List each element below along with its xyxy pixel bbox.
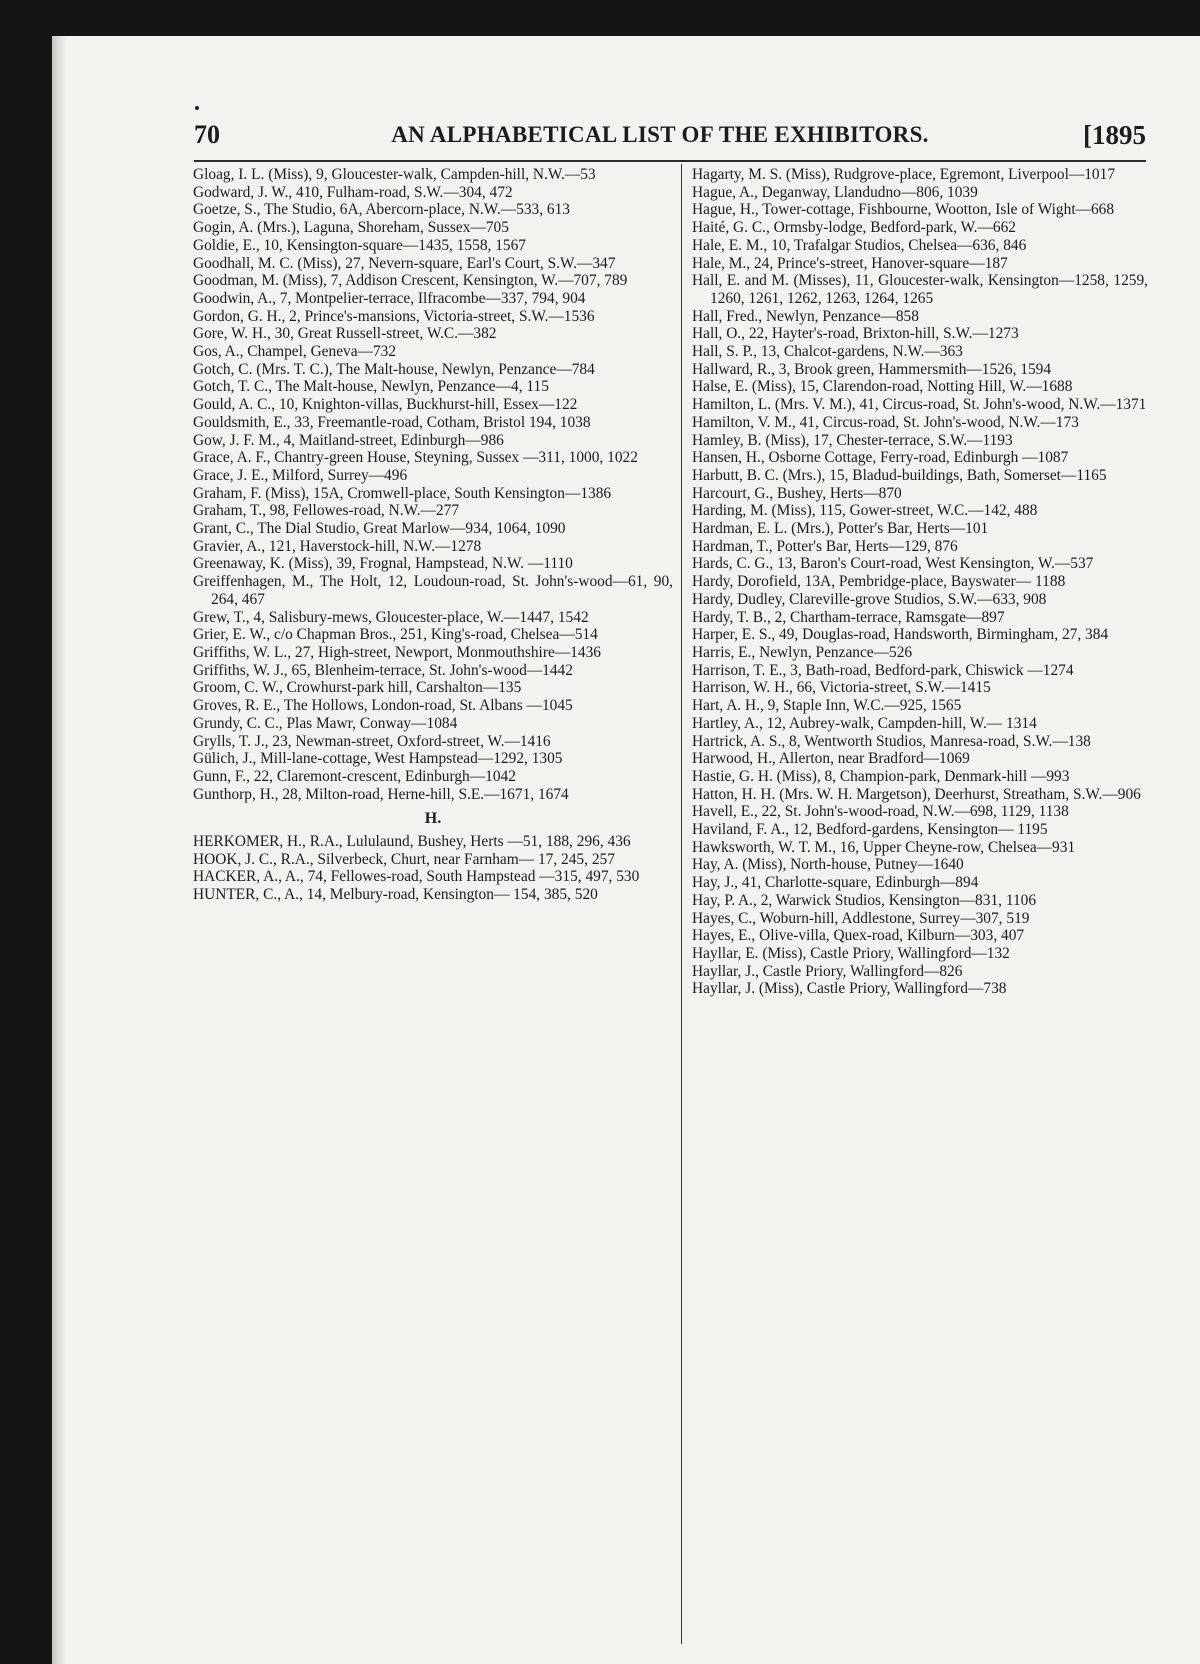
exhibitor-entry: Havell, E., 22, St. John's-wood-road, N.W.—698, 1129, 1138 <box>692 803 1069 821</box>
exhibitor-entry: Hagarty, M. S. (Miss), Rudgrove-place, Egremont, Liverpool—1017 <box>692 166 1116 183</box>
exhibitor-entry: Goetze, S., The Studio, 6A, Abercorn-place, N.W.—533, 613 <box>193 201 571 219</box>
year-label: [1895 <box>1083 120 1146 150</box>
exhibitor-entry: Hardman, T., Potter's Bar, Herts—129, 876 <box>692 537 958 555</box>
exhibitor-entry: Gravier, A., 121, Haverstock-hill, N.W.—1278 <box>193 537 482 555</box>
exhibitor-entry: Harper, E. S., 49, Douglas-road, Handsworth, Birmingham, 27, 384 <box>692 626 1109 644</box>
exhibitor-entry: Gore, W. H., 30, Great Russell-street, W.C.—382 <box>193 325 497 343</box>
exhibitor-entry: Hayllar, J., Castle Priory, Wallingford—826 <box>692 962 963 980</box>
exhibitor-entry: HOOK, J. C., R.A., Silverbeck, Churt, near Farnham— 17, 245, 257 <box>193 850 615 868</box>
exhibitor-entry: Hatton, H. H. (Mrs. W. H. Margetson), Deerhurst, Streatham, S.W.—906 <box>692 785 1141 803</box>
exhibitor-entry: Hamilton, V. M., 41, Circus-road, St. John's-wood, N.W.—173 <box>692 413 1079 431</box>
exhibitor-entry: Harrison, T. E., 3, Bath-road, Bedford-park, Chiswick —1274 <box>692 661 1074 679</box>
exhibitor-entry: Hall, O., 22, Hayter's-road, Brixton-hill, S.W.—1273 <box>692 325 1019 343</box>
exhibitor-entry: Hague, H., Tower-cottage, Fishbourne, Wootton, Isle of Wight—668 <box>692 201 1115 219</box>
exhibitor-entry: Gülich, J., Mill-lane-cottage, West Hampstead—1292, 1305 <box>193 750 563 768</box>
exhibitor-entry: Hayes, E., Olive-villa, Quex-road, Kilburn—303, 407 <box>692 927 1025 945</box>
right-entry-list <box>692 166 1148 998</box>
exhibitor-entry: Haité, G. C., Ormsby-lodge, Bedford-park, W.—662 <box>692 219 1017 237</box>
exhibitor-entry: Graham, F. (Miss), 15A, Cromwell-place, South Kensington—1386 <box>193 484 612 502</box>
exhibitor-entry: Griffiths, W. L., 27, High-street, Newport, Monmouthshire—1436 <box>193 643 601 661</box>
exhibitor-entry: Gordon, G. H., 2, Prince's-mansions, Victoria-street, S.W.—1536 <box>193 307 595 325</box>
page-number: 70 <box>194 120 220 149</box>
exhibitor-entry: Griffiths, W. J., 65, Blenheim-terrace, St. John's-wood—1442 <box>193 661 573 679</box>
exhibitor-entry: Hart, A. H., 9, Staple Inn, W.C.—925, 1565 <box>692 697 962 715</box>
exhibitor-entry: HERKOMER, H., R.A., Lululaund, Bushey, Herts —51, 188, 296, 436 <box>193 833 631 851</box>
exhibitor-entry: Goodhall, M. C. (Miss), 27, Nevern-square, Earl's Court, S.W.—347 <box>193 254 616 272</box>
exhibitor-entry: Graham, T., 98, Fellowes-road, N.W.—277 <box>193 502 460 520</box>
exhibitor-entry: Hall, Fred., Newlyn, Penzance—858 <box>692 307 919 325</box>
exhibitor-entry: Hansen, H., Osborne Cottage, Ferry-road, Edinburgh —1087 <box>692 449 1069 467</box>
page-shadow <box>52 36 66 1664</box>
exhibitor-entry: Gow, J. F. M., 4, Maitland-street, Edinburgh—986 <box>193 431 504 449</box>
exhibitor-entry: Hale, E. M., 10, Trafalgar Studios, Chelsea—636, 846 <box>692 236 1027 254</box>
exhibitor-entry: HUNTER, C., A., 14, Melbury-road, Kensington— 154, 385, 520 <box>193 886 598 904</box>
exhibitor-entry: Gould, A. C., 10, Knighton-villas, Buckhurst-hill, Essex—122 <box>193 396 578 414</box>
exhibitor-entry: Hardman, E. L. (Mrs.), Potter's Bar, Herts—101 <box>692 520 989 538</box>
exhibitor-entry: Gotch, T. C., The Malt-house, Newlyn, Penzance—4, 115 <box>193 378 549 396</box>
exhibitor-entry: Hay, A. (Miss), North-house, Putney—1640 <box>692 856 964 874</box>
exhibitor-entry: Haviland, F. A., 12, Bedford-gardens, Kensington— 1195 <box>692 821 1048 839</box>
left-entry-list <box>193 166 673 803</box>
exhibitor-entry: Hamley, B. (Miss), 17, Chester-terrace, S.W.—1193 <box>692 431 1013 449</box>
exhibitor-entry: Goodman, M. (Miss), 7, Addison Crescent, Kensington, W.—707, 789 <box>193 272 628 290</box>
exhibitor-entry: Hawksworth, W. T. M., 16, Upper Cheyne-row, Chelsea—931 <box>692 838 1076 856</box>
exhibitor-entry: Hall, S. P., 13, Chalcot-gardens, N.W.—363 <box>692 343 963 361</box>
exhibitor-entry: Hale, M., 24, Prince's-street, Hanover-square—187 <box>692 254 1008 272</box>
exhibitor-entry: Hallward, R., 3, Brook green, Hammersmith—1526, 1594 <box>692 360 1052 378</box>
exhibitor-entry: Hay, P. A., 2, Warwick Studios, Kensington—831, 1106 <box>692 891 1037 909</box>
exhibitor-entry: Harding, M. (Miss), 115, Gower-street, W.C.—142, 488 <box>692 502 1038 520</box>
exhibitor-entry: Hardy, T. B., 2, Chartham-terrace, Ramsgate—897 <box>692 608 1005 626</box>
page <box>52 36 1200 1664</box>
exhibitor-entry: Groom, C. W., Crowhurst-park hill, Carshalton—135 <box>193 679 522 697</box>
exhibitor-entry: Gunn, F., 22, Claremont-crescent, Edinburgh—1042 <box>193 767 516 785</box>
exhibitor-entry: Harrison, W. H., 66, Victoria-street, S.W.—1415 <box>692 679 991 697</box>
exhibitor-entry: Hayllar, J. (Miss), Castle Priory, Wallingford—738 <box>692 980 1007 998</box>
exhibitor-entry: Gouldsmith, E., 33, Freemantle-road, Cotham, Bristol 194, 1038 <box>193 413 591 431</box>
column-divider <box>681 164 682 1644</box>
exhibitor-entry: Harbutt, B. C. (Mrs.), 15, Bladud-buildings, Bath, Somerset—1165 <box>692 466 1107 484</box>
exhibitor-entry: Harris, E., Newlyn, Penzance—526 <box>692 643 913 661</box>
exhibitor-entry: Gloag, I. L. (Miss), 9, Gloucester-walk, Campden-hill, N.W.—53 <box>193 166 596 183</box>
left-column <box>193 166 673 904</box>
exhibitor-entry: Hague, A., Deganway, Llandudno—806, 1039 <box>692 183 978 201</box>
exhibitor-entry: Grundy, C. C., Plas Mawr, Conway—1084 <box>193 714 458 732</box>
exhibitor-entry: Godward, J. W., 410, Fulham-road, S.W.—304, 472 <box>193 183 513 201</box>
ink-dot <box>195 106 199 110</box>
exhibitor-entry: Gogin, A. (Mrs.), Laguna, Shoreham, Sussex—705 <box>193 219 509 237</box>
exhibitor-entry: Gunthorp, H., 28, Milton-road, Herne-hill, S.E.—1671, 1674 <box>193 785 569 803</box>
exhibitor-entry: Hardy, Dorofield, 13A, Pembridge-place, Bayswater— 1188 <box>692 573 1066 591</box>
page-header <box>194 120 1146 160</box>
exhibitor-entry: Goldie, E., 10, Kensington-square—1435, 1558, 1567 <box>193 236 526 254</box>
exhibitor-entry: Goodwin, A., 7, Montpelier-terrace, Ilfracombe—337, 794, 904 <box>193 289 586 307</box>
page-title: AN ALPHABETICAL LIST OF THE EXHIBITORS. <box>391 122 929 147</box>
exhibitor-entry: Hastie, G. H. (Miss), 8, Champion-park, Denmark-hill —993 <box>692 767 1070 785</box>
exhibitor-entry: HACKER, A., A., 74, Fellowes-road, South Hampstead —315, 497, 530 <box>193 868 640 886</box>
exhibitor-entry: Hamilton, L. (Mrs. V. M.), 41, Circus-road, St. John's-wood, N.W.—1371 <box>692 396 1147 414</box>
exhibitor-entry: Grace, J. E., Milford, Surrey—496 <box>193 466 408 484</box>
exhibitor-entry: Groves, R. E., The Hollows, London-road, St. Albans —1045 <box>193 697 573 715</box>
exhibitor-entry: Hartrick, A. S., 8, Wentworth Studios, Manresa-road, S.W.—138 <box>692 732 1091 750</box>
section-heading-h: H. <box>424 810 442 828</box>
right-column <box>692 166 1148 998</box>
exhibitor-entry: Hards, C. G., 13, Baron's Court-road, West Kensington, W.—537 <box>692 555 1094 573</box>
exhibitor-entry: Gotch, C. (Mrs. T. C.), The Malt-house, Newlyn, Penzance—784 <box>193 360 595 378</box>
exhibitor-entry: Greenaway, K. (Miss), 39, Frognal, Hampstead, N.W. —1110 <box>193 555 573 573</box>
exhibitor-entry: Grew, T., 4, Salisbury-mews, Gloucester-place, W.—1447, 1542 <box>193 608 589 626</box>
exhibitor-entry: Gos, A., Champel, Geneva—732 <box>193 343 397 361</box>
exhibitor-entry: Hayllar, E. (Miss), Castle Priory, Wallingford—132 <box>692 944 1010 962</box>
exhibitor-entry: Grace, A. F., Chantry-green House, Steyning, Sussex —311, 1000, 1022 <box>193 449 638 467</box>
exhibitor-entry: Grier, E. W., c/o Chapman Bros., 251, King's-road, Chelsea—514 <box>193 626 598 644</box>
exhibitor-entry: Harcourt, G., Bushey, Herts—870 <box>692 484 902 502</box>
exhibitor-entry: Hay, J., 41, Charlotte-square, Edinburgh—894 <box>692 874 979 892</box>
exhibitor-entry: Grant, C., The Dial Studio, Great Marlow—934, 1064, 1090 <box>193 520 566 538</box>
header-rule <box>194 160 1146 162</box>
exhibitor-entry: Hayes, C., Woburn-hill, Addlestone, Surrey—307, 519 <box>692 909 1030 927</box>
exhibitor-entry: Harwood, H., Allerton, near Bradford—1069 <box>692 750 970 768</box>
exhibitor-entry: Hardy, Dudley, Clareville-grove Studios, S.W.—633, 908 <box>692 590 1047 608</box>
exhibitor-entry: Grylls, T. J., 23, Newman-street, Oxford-street, W.—1416 <box>193 732 551 750</box>
exhibitor-entry: Greiffenhagen, M., The Holt, 12, Loudoun-road, St. John's-wood—61, 90, 264, 467 <box>193 573 673 608</box>
exhibitor-entry: Hartley, A., 12, Aubrey-walk, Campden-hill, W.— 1314 <box>692 714 1037 732</box>
h-section-entry-list <box>193 833 673 904</box>
exhibitor-entry: Halse, E. (Miss), 15, Clarendon-road, Notting Hill, W.—1688 <box>692 378 1073 396</box>
exhibitor-entry: Hall, E. and M. (Misses), 11, Gloucester-walk, Kensington—1258, 1259, 1260, 1261, 1262, 1263, 1264, 1265 <box>692 272 1148 307</box>
